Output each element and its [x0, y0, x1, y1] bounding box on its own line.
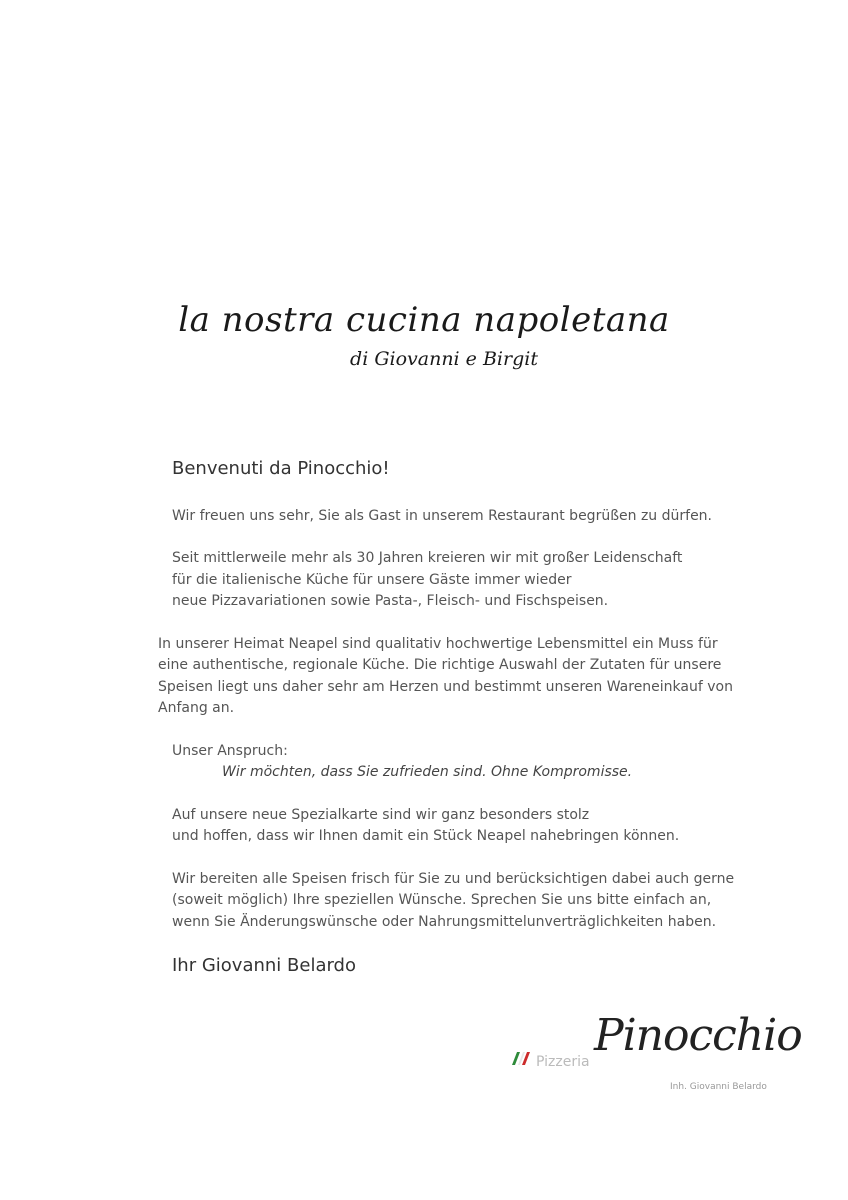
welcome-letter: [158, 458, 772, 977]
page-title: la nostra cucina napoletana: [178, 300, 670, 340]
paragraph-line: In unserer Heimat Neapel sind qualitativ hochwertige Lebensmittel ein Muss für: [158, 635, 718, 652]
claim-paragraph: [172, 741, 772, 784]
logo-owner-text: Inh. Giovanni Belardo: [670, 1082, 767, 1092]
paragraph-line: Auf unsere neue Spezialkarte sind wir ganz besonders stolz: [172, 806, 590, 823]
logo-name-text: Pinocchio: [594, 1010, 802, 1061]
paragraph-line: eine authentische, regionale Küche. Die richtige Auswahl der Zutaten für unsere: [158, 657, 722, 673]
paragraph-1: [172, 506, 772, 528]
paragraph-2: [172, 548, 772, 613]
paragraph-line: Seit mittlerweile mehr als 30 Jahren kreieren wir mit großer Leidenschaft: [172, 550, 683, 566]
paragraph-line: (soweit möglich) Ihre speziellen Wünsche. Sprechen Sie uns bitte einfach an,: [172, 892, 712, 908]
paragraph-line: Wir freuen uns sehr, Sie als Gast in unserem Restaurant begrüßen zu dürfen.: [172, 507, 713, 524]
paragraph-3: [158, 634, 778, 720]
paragraph-line: Wir bereiten alle Speisen frisch für Sie zu und berücksichtigen dabei auch gerne: [172, 870, 735, 887]
paragraph-line: neue Pizzavariationen sowie Pasta-, Fleisch- und Fischspeisen.: [172, 593, 609, 609]
italian-flag-icon: [510, 1050, 532, 1066]
claim-label: Unser Anspruch:: [172, 742, 288, 759]
paragraph-6: [172, 869, 772, 934]
paragraph-5: [172, 805, 772, 848]
paragraph-line: für die italienische Küche für unsere Gäste immer wieder: [172, 571, 572, 588]
pizzeria-logo: [508, 1010, 802, 1100]
letter-greeting: Benvenuti da Pinocchio!: [172, 458, 390, 479]
claim-text: Wir möchten, dass Sie zufrieden sind. Ohne Kompromisse.: [222, 764, 633, 780]
letter-signature: Ihr Giovanni Belardo: [172, 955, 356, 976]
paragraph-line: Speisen liegt uns daher sehr am Herzen und bestimmt unseren Wareneinkauf von: [158, 678, 733, 695]
paragraph-line: Anfang an.: [158, 700, 235, 716]
page-subtitle: di Giovanni e Birgit: [350, 348, 538, 370]
paragraph-line: wenn Sie Änderungswünsche oder Nahrungsmittelunverträglichkeiten haben.: [172, 913, 717, 930]
logo-pizzeria-text: Pizzeria: [536, 1054, 590, 1070]
paragraph-line: und hoffen, dass wir Ihnen damit ein Stück Neapel nahebringen können.: [172, 828, 680, 844]
